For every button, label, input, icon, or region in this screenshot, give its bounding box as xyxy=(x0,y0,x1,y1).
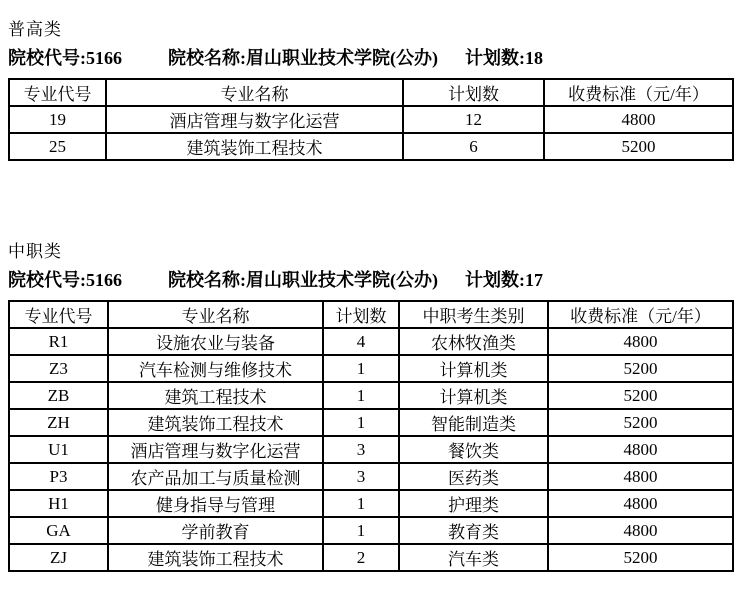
table-cell: 酒店管理与数字化运营 xyxy=(106,106,403,133)
college-info-line-vocational xyxy=(8,268,742,292)
table-cell: 健身指导与管理 xyxy=(108,490,323,517)
table-row xyxy=(9,436,733,463)
table-cell: 建筑装饰工程技术 xyxy=(108,409,323,436)
column-header: 收费标准（元/年） xyxy=(548,301,733,328)
table-cell: 3 xyxy=(323,436,399,463)
table-row xyxy=(9,328,733,355)
table-cell: 农林牧渔类 xyxy=(399,328,548,355)
table-cell: 4 xyxy=(323,328,399,355)
table-row xyxy=(9,382,733,409)
column-header: 收费标准（元/年） xyxy=(544,79,733,106)
table-cell: 5200 xyxy=(548,382,733,409)
table-cell: 农产品加工与质量检测 xyxy=(108,463,323,490)
table-cell: 教育类 xyxy=(399,517,548,544)
table-cell: GA xyxy=(9,517,108,544)
table-row xyxy=(9,463,733,490)
table-cell: 19 xyxy=(9,106,106,133)
table-row xyxy=(9,517,733,544)
table-cell: 4800 xyxy=(548,463,733,490)
table-cell: 汽车类 xyxy=(399,544,548,571)
category-title-general: 普高类 xyxy=(8,20,62,39)
table-cell: 6 xyxy=(403,133,544,160)
table-row xyxy=(9,355,733,382)
plan-total-text: 计划数:17 xyxy=(464,270,543,290)
plan-total-text: 计划数:18 xyxy=(464,48,543,68)
table-cell: 建筑工程技术 xyxy=(108,382,323,409)
table-cell: 汽车检测与维修技术 xyxy=(108,355,323,382)
table-cell: 餐饮类 xyxy=(399,436,548,463)
table-cell: 4800 xyxy=(544,106,733,133)
table-cell: 4800 xyxy=(548,490,733,517)
table-cell: ZH xyxy=(9,409,108,436)
table-cell: 4800 xyxy=(548,436,733,463)
table-cell: 12 xyxy=(403,106,544,133)
table-cell: 25 xyxy=(9,133,106,160)
table-cell: 1 xyxy=(323,517,399,544)
table-cell: 智能制造类 xyxy=(399,409,548,436)
table-cell: P3 xyxy=(9,463,108,490)
column-header: 计划数 xyxy=(403,79,544,106)
table-cell: 建筑装饰工程技术 xyxy=(108,544,323,571)
table-cell: 设施农业与装备 xyxy=(108,328,323,355)
table-cell: 计算机类 xyxy=(399,382,548,409)
column-header: 专业名称 xyxy=(106,79,403,106)
college-info-line-general xyxy=(8,46,742,70)
table-cell: 3 xyxy=(323,463,399,490)
table-cell: R1 xyxy=(9,328,108,355)
college-code-text: 院校代号:5166 xyxy=(8,270,122,290)
vocational-plan-table xyxy=(8,300,734,572)
table-cell: 5200 xyxy=(548,409,733,436)
table-cell: H1 xyxy=(9,490,108,517)
table-cell: 1 xyxy=(323,382,399,409)
table-row xyxy=(9,544,733,571)
section-general-hs xyxy=(8,19,742,161)
table-cell: 护理类 xyxy=(399,490,548,517)
table-cell: U1 xyxy=(9,436,108,463)
table-cell: 5200 xyxy=(548,355,733,382)
college-name-text: 院校名称:眉山职业技术学院(公办) xyxy=(168,48,438,68)
table-cell: 学前教育 xyxy=(108,517,323,544)
table-row xyxy=(9,490,733,517)
general-hs-plan-table xyxy=(8,78,734,161)
table-cell: 4800 xyxy=(548,517,733,544)
table-cell: 建筑装饰工程技术 xyxy=(106,133,403,160)
table-cell: 1 xyxy=(323,490,399,517)
table-header-row xyxy=(9,301,733,328)
category-title-vocational: 中职类 xyxy=(8,242,62,261)
college-name-text: 院校名称:眉山职业技术学院(公办) xyxy=(168,270,438,290)
column-header: 中职考生类别 xyxy=(399,301,548,328)
column-header: 专业代号 xyxy=(9,301,108,328)
table-row xyxy=(9,133,733,160)
table-cell: 医药类 xyxy=(399,463,548,490)
table-header-row xyxy=(9,79,733,106)
column-header: 专业名称 xyxy=(108,301,323,328)
table-cell: ZB xyxy=(9,382,108,409)
table-cell: ZJ xyxy=(9,544,108,571)
table-cell: Z3 xyxy=(9,355,108,382)
table-cell: 2 xyxy=(323,544,399,571)
table-cell: 酒店管理与数字化运营 xyxy=(108,436,323,463)
table-cell: 1 xyxy=(323,355,399,382)
table-cell: 计算机类 xyxy=(399,355,548,382)
table-cell: 1 xyxy=(323,409,399,436)
section-vocational xyxy=(8,241,742,572)
column-header: 专业代号 xyxy=(9,79,106,106)
table-row xyxy=(9,409,733,436)
table-row xyxy=(9,106,733,133)
table-cell: 5200 xyxy=(548,544,733,571)
table-cell: 4800 xyxy=(548,328,733,355)
column-header: 计划数 xyxy=(323,301,399,328)
college-code-text: 院校代号:5166 xyxy=(8,48,122,68)
table-cell: 5200 xyxy=(544,133,733,160)
